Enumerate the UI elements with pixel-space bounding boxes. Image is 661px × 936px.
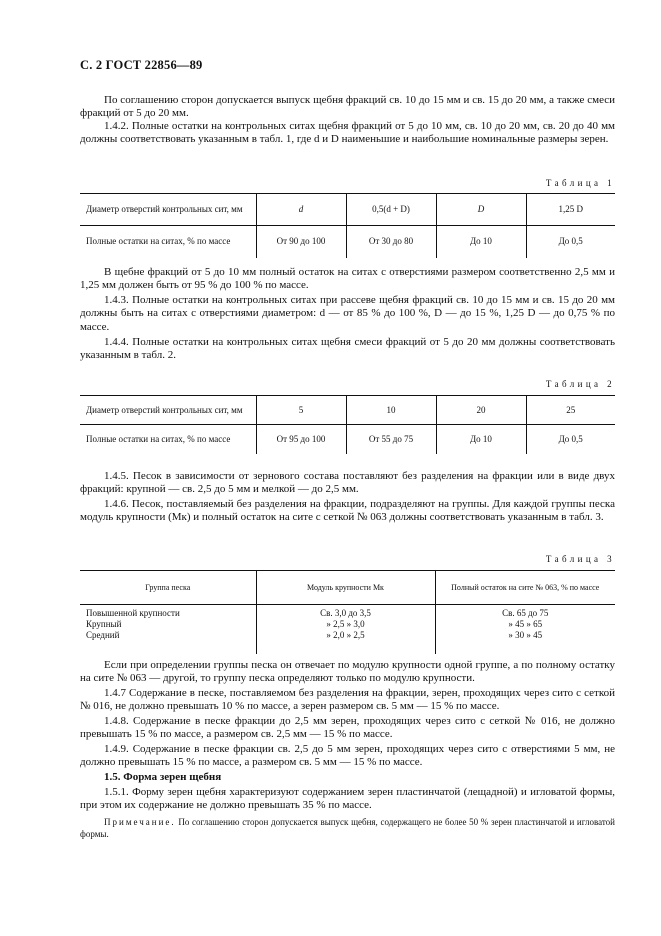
paragraph-1-4-6: 1.4.6. Песок, поставляемый без разделения на фракции, подразделяют на группы. Для каждой группы песка модуль крупности (Мк) и полный остаток на сите с сеткой № 063 должны соответствовать указанным в табл. 3. bbox=[80, 498, 615, 524]
paragraph-1-4-5: 1.4.5. Песок в зависимости от зернового состава поставляют без разделения на фракции или в виде двух фракций: крупной — св. 2,5 до 5 мм и мелкой — до 2,5 мм. bbox=[80, 470, 615, 496]
note bbox=[80, 816, 615, 840]
table-2-header-cell: 10 bbox=[346, 396, 436, 425]
table-1-value-cell: От 30 до 80 bbox=[346, 226, 436, 258]
paragraph-1-4-2: 1.4.2. Полные остатки на контрольных ситах щебня фракций от 5 до 10 мм, св. 10 до 20 мм, св. 20 до 40 мм должны соответствовать указанным в табл. 1, где d и D наименьшие и наибольшие номинальные размеры зерен. bbox=[80, 120, 615, 146]
table-1 bbox=[80, 193, 615, 258]
note-label: Примечание. bbox=[104, 817, 176, 827]
table-2-value-cell: До 10 bbox=[436, 425, 526, 454]
table-3-modulus-cell: » 2,0 » 2,5 bbox=[256, 630, 435, 654]
table-3 bbox=[80, 570, 615, 654]
table-3-group-cell: Крупный bbox=[86, 618, 122, 629]
table-1-value-cell: От 90 до 100 bbox=[256, 226, 346, 258]
table-2-row-label: Полные остатки на ситах, % по массе bbox=[86, 433, 231, 444]
table-3-residue-cell: » 45 » 65 bbox=[435, 619, 615, 630]
table-1-header-cell: 0,5(d + D) bbox=[346, 194, 436, 226]
section-heading-1-5: 1.5. Форма зерен щебня bbox=[104, 771, 222, 783]
paragraph-1-4-8: 1.4.8. Содержание в песке фракции до 2,5 мм зерен, проходящих через сито с сеткой № 016, не должно превышать 15 % по массе, а размером св. 2,5 мм — 15 % по массе. bbox=[80, 715, 615, 741]
table-2-header-label: Диаметр отверстий контрольных сит, мм bbox=[80, 396, 256, 425]
table-3-residue-cell: Св. 65 до 75 bbox=[435, 605, 615, 619]
page-header: С. 2 ГОСТ 22856—89 bbox=[80, 58, 203, 72]
note-text: По соглашению сторон допускается выпуск щебня, содержащего не более 50 % зерен пластинчатой и игловатой формы. bbox=[80, 817, 615, 839]
table-3-group-cell: Повышенной крупности bbox=[86, 607, 180, 618]
table-3-modulus-cell: » 2,5 » 3,0 bbox=[256, 619, 435, 630]
table-3-caption: Таблица 3 bbox=[545, 554, 615, 564]
table-2-value-cell: От 55 до 75 bbox=[346, 425, 436, 454]
paragraph: По соглашению сторон допускается выпуск щебня фракций св. 10 до 15 мм и св. 15 до 20 мм, а также смеси фракций от 5 до 20 мм. bbox=[80, 94, 615, 120]
table-1-header-cell: 1,25 D bbox=[526, 194, 615, 226]
paragraph-1-4-9: 1.4.9. Содержание в песке фракции св. 2,5 до 5 мм зерен, проходящих через сито с отверстиями 5 мм, не должно превышать 15 % по массе, а размером св. 5 мм — 15 % по массе. bbox=[80, 743, 615, 769]
paragraph-1-4-7: 1.4.7 Содержание в песке, поставляемом без разделения на фракции, зерен, проходящих через сито с сеткой № 016, не должно превышать 10 % по массе, а зерен размером св. 5 мм — 15 % по массе. bbox=[80, 687, 615, 713]
table-2-caption: Таблица 2 bbox=[545, 379, 615, 389]
table-1-header-label: Диаметр отверстий контрольных сит, мм bbox=[80, 194, 256, 226]
table-1-value-cell: До 10 bbox=[436, 226, 526, 258]
table-3-header-residue: Полный остаток на сите № 063, % по массе bbox=[435, 571, 615, 605]
table-1-header-cell: d bbox=[256, 194, 346, 226]
paragraph-1-4-4: 1.4.4. Полные остатки на контрольных ситах щебня смеси фракций от 5 до 20 мм должны соответствовать указанным в табл. 2. bbox=[80, 336, 615, 362]
table-3-header-modulus: Модуль крупности Мк bbox=[256, 571, 435, 605]
paragraph: Если при определении группы песка он отвечает по модулю крупности одной группе, а по полному остатку на сите № 063 — другой, то группу песка определяют только по модулю крупности. bbox=[80, 659, 615, 685]
table-1-row-label: Полные остатки на ситах, % по массе bbox=[86, 236, 231, 247]
table-2-header-cell: 25 bbox=[526, 396, 615, 425]
table-2-value-cell: От 95 до 100 bbox=[256, 425, 346, 454]
table-2-header-cell: 20 bbox=[436, 396, 526, 425]
table-2-header-cell: 5 bbox=[256, 396, 346, 425]
table-3-residue-cell: » 30 » 45 bbox=[435, 630, 615, 654]
paragraph-1-5-1: 1.5.1. Форму зерен щебня характеризуют содержанием зерен пластинчатой (лещадной) и игловатой формы, при этом их содержание не должно превышать 35 % по массе. bbox=[80, 786, 615, 812]
table-3-header-group: Группа песка bbox=[80, 571, 256, 605]
table-3-group-cell: Средний bbox=[86, 629, 120, 640]
table-1-caption: Таблица 1 bbox=[545, 178, 615, 188]
table-1-header-cell: D bbox=[436, 194, 526, 226]
table-2-value-cell: До 0,5 bbox=[526, 425, 615, 454]
paragraph: В щебне фракций от 5 до 10 мм полный остаток на ситах с отверстиями размером соответственно 2,5 мм и 1,25 мм должен быть от 95 % до 100 % по массе. bbox=[80, 266, 615, 292]
table-3-modulus-cell: Св. 3,0 до 3,5 bbox=[256, 605, 435, 619]
paragraph-1-4-3: 1.4.3. Полные остатки на контрольных ситах при рассеве щебня фракций св. 10 до 15 мм и св. 15 до 20 мм должны быть на ситах с отверстиями диаметром: d — от 85 % до 100 %, D — до 15 %, 1,25 D — до 0,75 % по массе. bbox=[80, 294, 615, 333]
table-2 bbox=[80, 395, 615, 454]
table-1-value-cell: До 0,5 bbox=[526, 226, 615, 258]
